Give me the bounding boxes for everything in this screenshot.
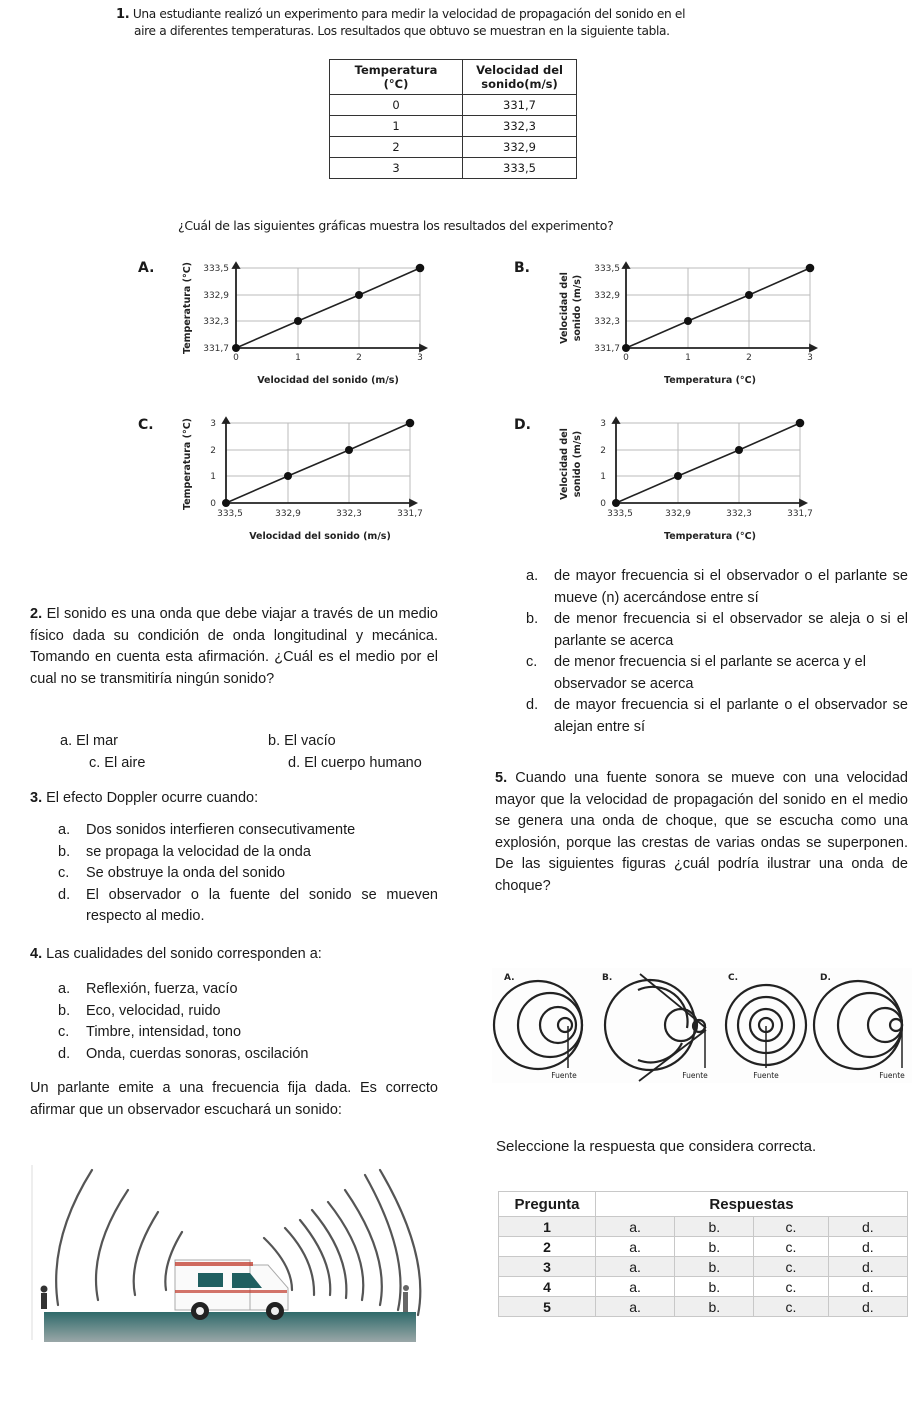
ambulance-icon bbox=[175, 1260, 288, 1320]
svg-text:331,7: 331,7 bbox=[397, 509, 423, 519]
svg-text:0: 0 bbox=[233, 353, 239, 363]
answer-option[interactable]: d. bbox=[828, 1257, 907, 1277]
svg-text:B.: B. bbox=[602, 973, 613, 983]
svg-text:332,3: 332,3 bbox=[203, 317, 229, 327]
svg-text:Temperatura (°C): Temperatura (°C) bbox=[182, 261, 193, 355]
svg-text:3: 3 bbox=[807, 353, 813, 363]
svg-text:3: 3 bbox=[417, 353, 423, 363]
question-number: 5. bbox=[495, 770, 508, 786]
header-question: Pregunta bbox=[499, 1192, 596, 1217]
graph-c-plot bbox=[130, 412, 450, 552]
graph-b-plot bbox=[500, 252, 830, 392]
option-c[interactable]: c. Se obstruye la onda del sonido bbox=[58, 865, 286, 881]
question-number: 4. bbox=[30, 946, 43, 962]
svg-text:0: 0 bbox=[623, 353, 629, 363]
answer-option[interactable]: c. bbox=[754, 1277, 828, 1297]
graph-d-plot bbox=[500, 412, 830, 552]
answer-row-1: 1 a. b. c. d. bbox=[499, 1217, 908, 1237]
answer-sheet-table bbox=[498, 1191, 908, 1317]
question-number: 3. bbox=[30, 790, 43, 806]
graph-a[interactable] bbox=[130, 252, 450, 392]
answer-row-4: 4 a. b. c. d. bbox=[499, 1277, 908, 1297]
answer-option[interactable]: c. bbox=[754, 1297, 828, 1317]
answer-row-2: 2 a. b. c. d. bbox=[499, 1237, 908, 1257]
option-d[interactable]: d. Onda, cuerdas sonoras, oscilación bbox=[58, 1045, 309, 1062]
graph-d[interactable] bbox=[500, 412, 830, 552]
option-d[interactable]: d. de mayor frecuencia si el parlante o el observador se alejan entre sí bbox=[526, 697, 908, 735]
answer-option[interactable]: d. bbox=[828, 1297, 907, 1317]
svg-text:332,9: 332,9 bbox=[594, 291, 620, 301]
observer-left-icon bbox=[41, 1286, 48, 1310]
svg-text:0: 0 bbox=[210, 499, 216, 509]
answer-option[interactable]: b. bbox=[675, 1237, 754, 1257]
svg-text:Temperatura (°C): Temperatura (°C) bbox=[663, 531, 757, 542]
svg-text:333,5: 333,5 bbox=[203, 264, 229, 274]
option-c[interactable]: c. Timbre, intensidad, tono bbox=[58, 1024, 242, 1040]
question-4-options bbox=[58, 979, 438, 1065]
svg-text:3: 3 bbox=[210, 419, 216, 429]
svg-text:Velocidad del: Velocidad del bbox=[559, 428, 570, 500]
question-number: 1. bbox=[116, 7, 130, 22]
svg-text:2: 2 bbox=[210, 446, 216, 456]
statement-line: Una estudiante realizó un experimento para medir la velocidad de propagación del sonido en el bbox=[132, 7, 686, 21]
answer-row-5: 5 a. b. c. d. bbox=[499, 1297, 908, 1317]
option-a[interactable]: a. Reflexión, fuerza, vacío bbox=[58, 981, 238, 997]
question-4-statement: 4. Las cualidades del sonido corresponden a: bbox=[30, 946, 322, 962]
option-b[interactable]: b. Eco, velocidad, ruido bbox=[58, 1002, 221, 1019]
answer-row-3: 3 a. b. c. d. bbox=[499, 1257, 908, 1277]
answer-option[interactable]: d. bbox=[828, 1217, 907, 1237]
svg-text:Fuente: Fuente bbox=[879, 1071, 905, 1080]
option-a[interactable]: a. Dos sonidos interfieren consecutivamente bbox=[58, 822, 356, 838]
option-b[interactable]: b. se propaga la velocidad de la onda bbox=[58, 843, 311, 860]
answer-option[interactable]: a. bbox=[596, 1257, 675, 1277]
answer-option[interactable]: c. bbox=[754, 1257, 828, 1277]
table-header-speed: Velocidad del sonido(m/s) bbox=[463, 60, 577, 95]
svg-text:1: 1 bbox=[600, 472, 606, 482]
svg-text:2: 2 bbox=[600, 446, 606, 456]
svg-text:331,7: 331,7 bbox=[787, 509, 813, 519]
answer-option[interactable]: b. bbox=[675, 1257, 754, 1277]
option-c[interactable]: c. de menor frecuencia si el parlante se acerca y el observador se acerca bbox=[526, 654, 866, 692]
svg-text:Velocidad del sonido (m/s): Velocidad del sonido (m/s) bbox=[249, 531, 391, 542]
option-c[interactable]: c. El aire bbox=[89, 754, 146, 771]
svg-text:1: 1 bbox=[295, 353, 301, 363]
svg-text:333,5: 333,5 bbox=[594, 264, 620, 274]
question-number: 2. bbox=[30, 606, 43, 622]
svg-text:333,5: 333,5 bbox=[217, 509, 243, 519]
question-3-options bbox=[58, 820, 438, 928]
graph-letter: A. bbox=[138, 260, 155, 276]
graph-c[interactable] bbox=[130, 412, 450, 552]
graph-a-plot bbox=[130, 252, 450, 392]
temperature-speed-table bbox=[329, 59, 577, 179]
svg-text:3: 3 bbox=[600, 419, 606, 429]
svg-text:2: 2 bbox=[356, 353, 362, 363]
answer-option[interactable]: b. bbox=[675, 1277, 754, 1297]
answer-option[interactable]: c. bbox=[754, 1217, 828, 1237]
question-5-statement: 5. Cuando una fuente sonora se mueve con una velocidad mayor que la velocidad de propagación del sonido en el medio se genera una onda de choque, que se escucha como una explosión, porque las crestas de varias ondas se superponen. De las siguientes figuras ¿cuál podría ilustrar una onda de choque? bbox=[495, 770, 908, 894]
question-2-statement: 2. El sonido es una onda que debe viajar a través de un medio físico dada su condición de onda longitudinal y mecánica. Tomando en cuenta esta afirmación. ¿Cuál es el medio por el cual no se transmitiría ningún sonido? bbox=[30, 606, 438, 687]
table-row: 2 332,9 bbox=[330, 137, 577, 158]
answer-option[interactable]: a. bbox=[596, 1217, 675, 1237]
answer-option[interactable]: b. bbox=[675, 1217, 754, 1237]
svg-text:Fuente: Fuente bbox=[753, 1071, 779, 1080]
svg-text:sonido (m/s): sonido (m/s) bbox=[572, 430, 583, 498]
graph-b[interactable] bbox=[500, 252, 830, 392]
question-3-statement: 3. El efecto Doppler ocurre cuando: bbox=[30, 790, 259, 806]
svg-text:332,3: 332,3 bbox=[594, 317, 620, 327]
svg-text:333,5: 333,5 bbox=[607, 509, 633, 519]
svg-text:332,9: 332,9 bbox=[665, 509, 691, 519]
speaker-options bbox=[526, 566, 908, 738]
answer-option[interactable]: d. bbox=[828, 1237, 907, 1257]
svg-text:331,7: 331,7 bbox=[203, 344, 229, 354]
svg-text:1: 1 bbox=[685, 353, 691, 363]
svg-text:Velocidad del sonido (m/s): Velocidad del sonido (m/s) bbox=[257, 375, 399, 386]
svg-text:Fuente: Fuente bbox=[682, 1071, 708, 1080]
answer-option[interactable]: d. bbox=[828, 1277, 907, 1297]
svg-text:sonido (m/s): sonido (m/s) bbox=[572, 274, 583, 342]
answer-option[interactable]: a. bbox=[596, 1277, 675, 1297]
question-1-statement bbox=[116, 6, 816, 39]
shock-wave-figures bbox=[492, 968, 912, 1083]
svg-text:331,7: 331,7 bbox=[594, 344, 620, 354]
answer-option[interactable]: c. bbox=[754, 1237, 828, 1257]
svg-text:D.: D. bbox=[820, 973, 831, 983]
graph-letter: C. bbox=[138, 417, 154, 433]
answer-option[interactable]: b. bbox=[675, 1297, 754, 1317]
speaker-question-statement: Un parlante emite a una frecuencia fija dada. Es correcto afirmar que un observador escuchará un sonido: bbox=[30, 1080, 438, 1118]
ambulance-doppler-illustration bbox=[30, 1160, 430, 1346]
table-row: 0 331,7 bbox=[330, 95, 577, 116]
svg-text:332,9: 332,9 bbox=[203, 291, 229, 301]
svg-text:Velocidad del: Velocidad del bbox=[559, 272, 570, 344]
road bbox=[44, 1312, 416, 1342]
table-row: 1 332,3 bbox=[330, 116, 577, 137]
question-1-prompt: ¿Cuál de las siguientes gráficas muestra los resultados del experimento? bbox=[178, 218, 614, 233]
option-d[interactable]: d. El cuerpo humano bbox=[288, 754, 422, 771]
table-row: 3 333,5 bbox=[330, 158, 577, 179]
option-b[interactable]: b. El vacío bbox=[268, 733, 336, 749]
svg-text:1: 1 bbox=[210, 472, 216, 482]
statement-line: aire a diferentes temperaturas. Los resultados que obtuvo se muestran en la siguiente tabla. bbox=[134, 24, 670, 38]
svg-text:332,3: 332,3 bbox=[336, 509, 362, 519]
graph-letter: D. bbox=[514, 417, 531, 433]
svg-text:C.: C. bbox=[728, 973, 739, 983]
answer-instruction: Seleccione la respuesta que considera correcta. bbox=[496, 1138, 817, 1155]
svg-text:332,3: 332,3 bbox=[726, 509, 752, 519]
option-b[interactable]: b. de menor frecuencia si el observador se aleja o si el parlante se acerca bbox=[526, 611, 908, 649]
svg-text:0: 0 bbox=[600, 499, 606, 509]
question-2-options bbox=[60, 731, 440, 774]
svg-text:A.: A. bbox=[504, 973, 515, 983]
svg-text:Fuente: Fuente bbox=[551, 1071, 577, 1080]
answer-option[interactable]: a. bbox=[596, 1297, 675, 1317]
svg-text:2: 2 bbox=[746, 353, 752, 363]
svg-text:Temperatura (°C): Temperatura (°C) bbox=[663, 375, 757, 386]
option-a[interactable]: a. de mayor frecuencia si el observador o el parlante se mueve (n) acercándose entre sí bbox=[526, 568, 908, 606]
svg-text:Temperatura (°C): Temperatura (°C) bbox=[182, 417, 193, 511]
option-d[interactable]: d. El observador o la fuente del sonido se mueven respecto al medio. bbox=[58, 886, 438, 924]
header-answers: Respuestas bbox=[596, 1192, 908, 1217]
table-header-temperature: Temperatura (°C) bbox=[330, 60, 463, 95]
observer-right-icon bbox=[403, 1285, 409, 1312]
option-a[interactable]: a. El mar bbox=[60, 733, 119, 749]
graph-letter: B. bbox=[514, 260, 530, 276]
svg-text:332,9: 332,9 bbox=[275, 509, 301, 519]
answer-option[interactable]: a. bbox=[596, 1237, 675, 1257]
